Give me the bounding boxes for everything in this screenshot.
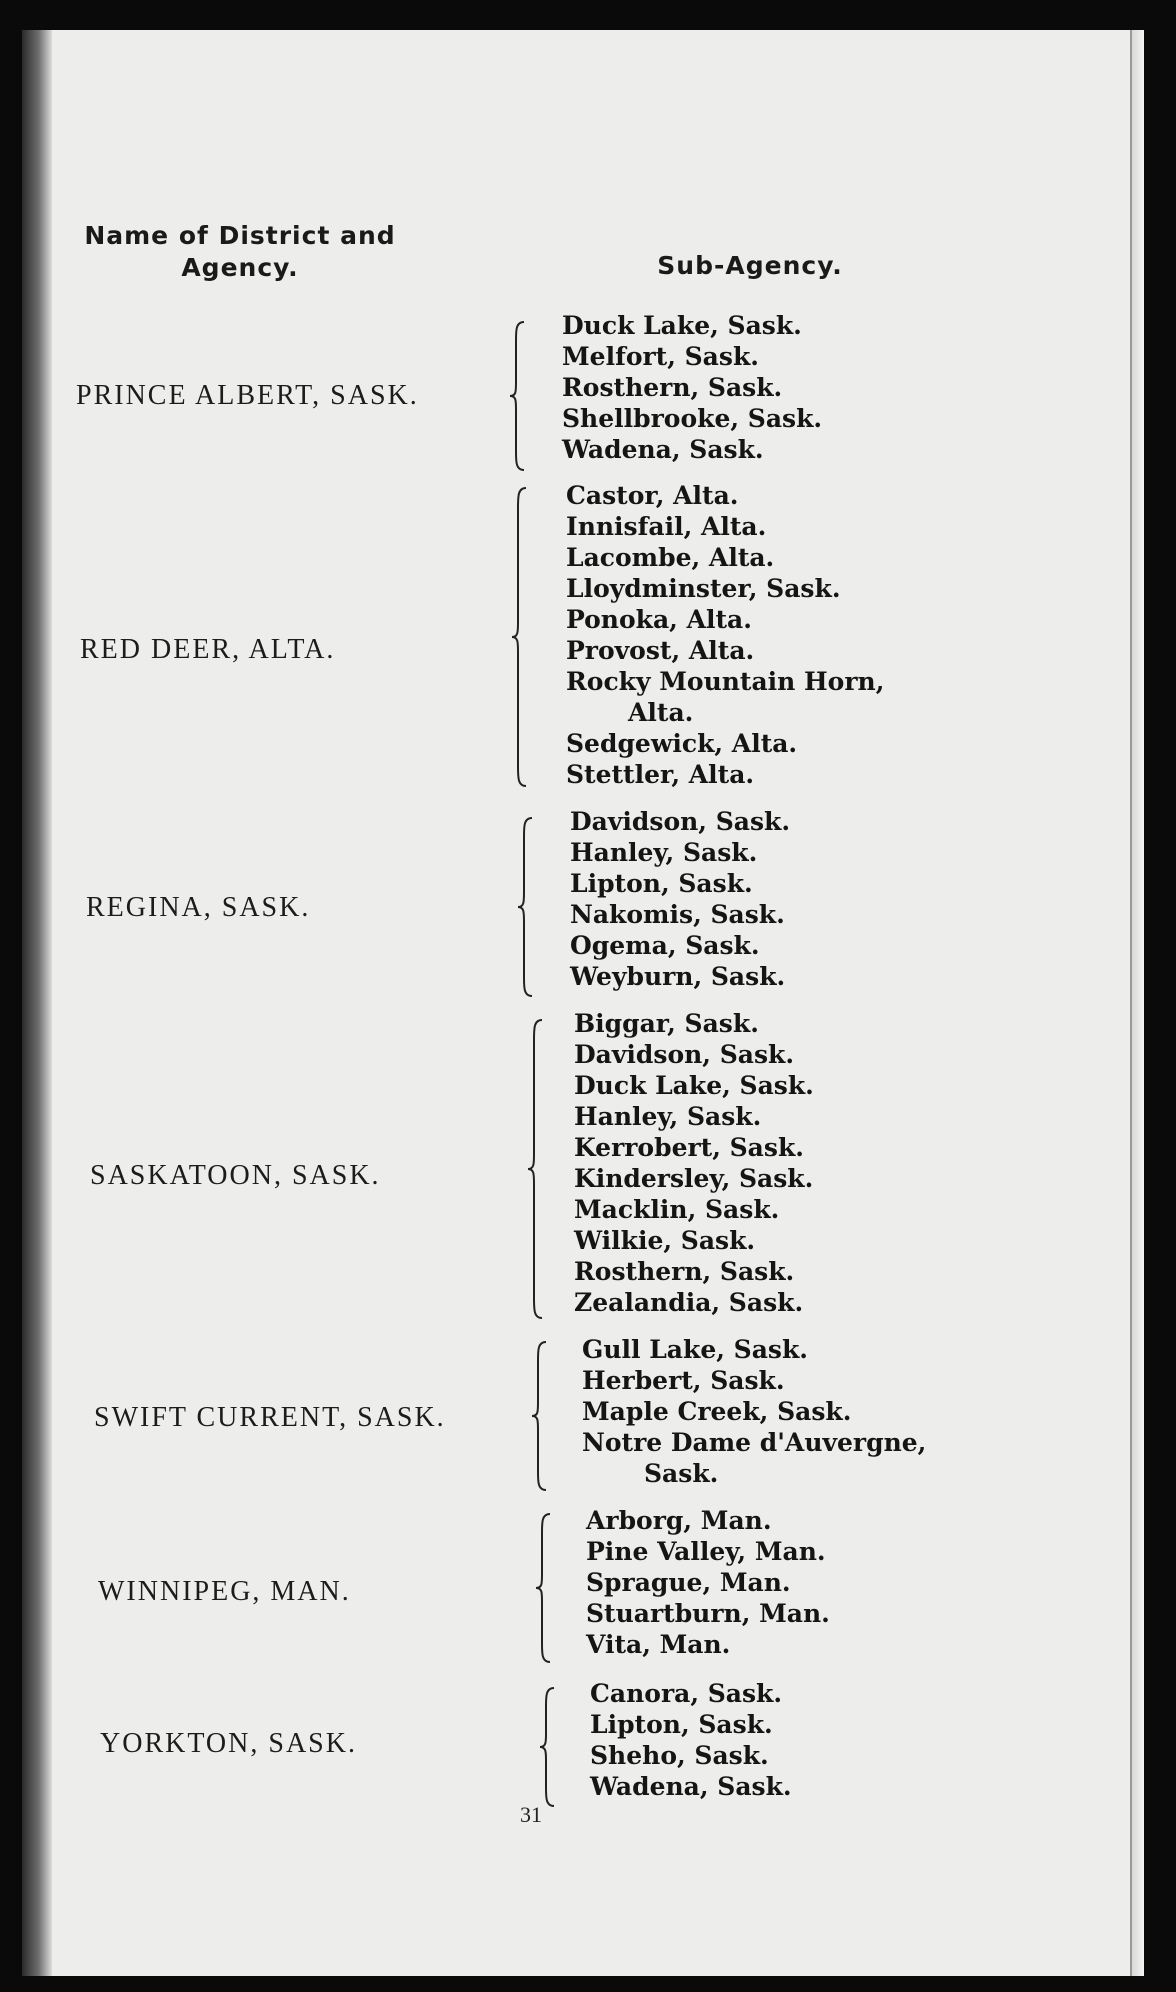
list-item: Macklin, Sask. bbox=[574, 1195, 780, 1224]
list-item: Canora, Sask. bbox=[590, 1679, 783, 1708]
district-name: SASKATOON, SASK. bbox=[90, 1160, 381, 1191]
sub-agency-list bbox=[574, 1008, 814, 1318]
list-item: Stuartburn, Man. bbox=[586, 1599, 830, 1628]
list-item: Castor, Alta. bbox=[566, 481, 739, 510]
list-item: Innisfail, Alta. bbox=[566, 512, 767, 541]
list-item: Hanley, Sask. bbox=[570, 838, 758, 867]
list-item: Melfort, Sask. bbox=[562, 342, 759, 371]
brace-icon bbox=[526, 1018, 546, 1320]
list-item: Shellbrooke, Sask. bbox=[562, 404, 823, 433]
district-name: PRINCE ALBERT, SASK. bbox=[76, 380, 419, 411]
list-item: Sedgewick, Alta. bbox=[566, 729, 798, 758]
list-item: Sprague, Man. bbox=[586, 1568, 791, 1597]
list-item: Arborg, Man. bbox=[586, 1506, 772, 1535]
brace-icon bbox=[534, 1512, 554, 1664]
column-header-district bbox=[60, 220, 420, 284]
list-item: Duck Lake, Sask. bbox=[562, 311, 802, 340]
brace-icon bbox=[510, 486, 530, 788]
list-item: Ogema, Sask. bbox=[570, 931, 760, 960]
list-item: Weyburn, Sask. bbox=[570, 962, 786, 991]
brace-icon bbox=[516, 816, 536, 998]
page-edge bbox=[1130, 30, 1144, 1976]
sub-agency-list bbox=[582, 1334, 926, 1489]
district-name: YORKTON, SASK. bbox=[100, 1728, 357, 1759]
list-item: Kerrobert, Sask. bbox=[574, 1133, 804, 1162]
list-item: Pine Valley, Man. bbox=[586, 1537, 826, 1566]
brace-icon bbox=[508, 320, 528, 472]
sub-agency-list bbox=[566, 480, 884, 790]
brace-icon bbox=[538, 1686, 558, 1808]
list-item: Alta. bbox=[628, 698, 694, 727]
list-item: Biggar, Sask. bbox=[574, 1009, 759, 1038]
sub-agency-list bbox=[570, 806, 790, 992]
list-item: Davidson, Sask. bbox=[570, 807, 791, 836]
list-item: Kindersley, Sask. bbox=[574, 1164, 814, 1193]
sub-agency-list bbox=[586, 1505, 830, 1660]
column-header-sub-agency: Sub-Agency. bbox=[657, 251, 843, 280]
list-item: Duck Lake, Sask. bbox=[574, 1071, 814, 1100]
binding-shadow bbox=[22, 30, 52, 1976]
district-name: SWIFT CURRENT, SASK. bbox=[94, 1402, 446, 1433]
list-item: Wilkie, Sask. bbox=[574, 1226, 756, 1255]
list-item: Rosthern, Sask. bbox=[562, 373, 783, 402]
list-item: Rosthern, Sask. bbox=[574, 1257, 795, 1286]
list-item: Lloydminster, Sask. bbox=[566, 574, 841, 603]
list-item: Sask. bbox=[644, 1459, 719, 1488]
list-item: Wadena, Sask. bbox=[562, 435, 764, 464]
list-item: Gull Lake, Sask. bbox=[582, 1335, 808, 1364]
list-item: Lacombe, Alta. bbox=[566, 543, 775, 572]
list-item: Provost, Alta. bbox=[566, 636, 755, 665]
list-item: Zealandia, Sask. bbox=[574, 1288, 804, 1317]
district-name: WINNIPEG, MAN. bbox=[98, 1576, 351, 1607]
brace-icon bbox=[530, 1340, 550, 1492]
list-item: Hanley, Sask. bbox=[574, 1102, 762, 1131]
sub-agency-list bbox=[590, 1678, 792, 1802]
list-item: Herbert, Sask. bbox=[582, 1366, 785, 1395]
sub-agency-list bbox=[562, 310, 822, 465]
list-item: Wadena, Sask. bbox=[590, 1772, 792, 1801]
list-item: Stettler, Alta. bbox=[566, 760, 755, 789]
list-item: Davidson, Sask. bbox=[574, 1040, 795, 1069]
district-name: REGINA, SASK. bbox=[86, 892, 311, 923]
district-name: RED DEER, ALTA. bbox=[80, 634, 336, 665]
column-header-district-line2: Agency. bbox=[181, 253, 299, 282]
list-item: Ponoka, Alta. bbox=[566, 605, 752, 634]
list-item: Lipton, Sask. bbox=[570, 869, 753, 898]
list-item: Sheho, Sask. bbox=[590, 1741, 769, 1770]
list-item: Lipton, Sask. bbox=[590, 1710, 773, 1739]
list-item: Maple Creek, Sask. bbox=[582, 1397, 852, 1426]
list-item: Nakomis, Sask. bbox=[570, 900, 785, 929]
list-item: Rocky Mountain Horn, bbox=[566, 667, 885, 696]
list-item: Notre Dame d'Auvergne, bbox=[582, 1428, 927, 1457]
column-header-district-line1: Name of District and bbox=[84, 221, 396, 250]
page-number: 31 bbox=[520, 1802, 542, 1827]
list-item: Vita, Man. bbox=[586, 1630, 731, 1659]
